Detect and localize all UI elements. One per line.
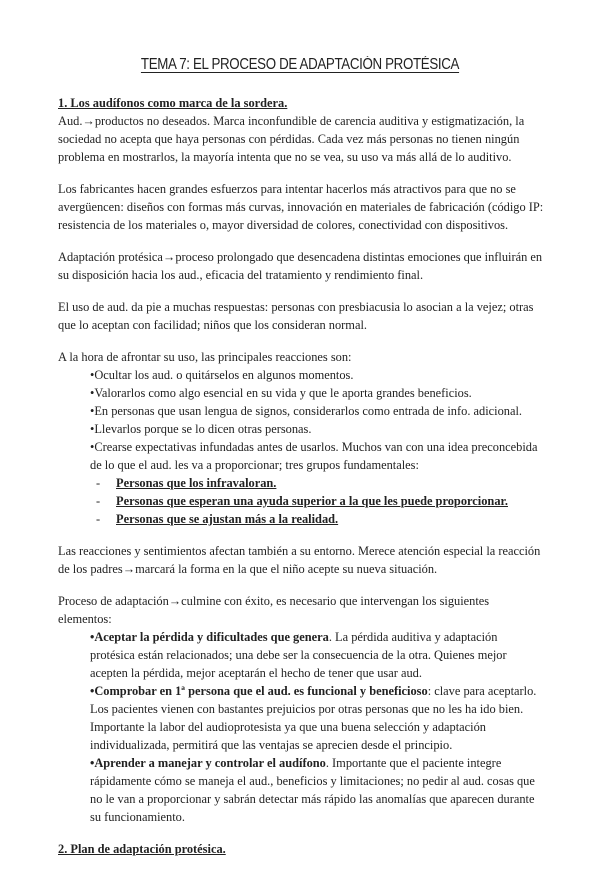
paragraph-1: Aud.→productos no deseados. Marca inconfundible de carencia auditiva y estigmatización, la sociedad no acepta que haya personas con pérdidas. Cada vez más personas no tienen ningún problema en mostrarlos, la mayoría intenta que no se vea, su uso va más allá de lo auditivo. [58,114,525,164]
element-text: . Importante que el paciente integre rápidamente cómo se maneja el aud., beneficios y limitaciones; no pedir al aud. cosas que no le van a proporcionar y sabrán detectar más rápido las anomalías que aparecen durante su funcionamiento. [90,756,535,824]
section-1-heading: 1. Los audífonos como marca de la sordera. [58,96,288,110]
group-item [96,510,544,528]
dash-marker: - [96,512,101,526]
group-label: Personas que esperan una ayuda superior a la que les puede proporcionar. [116,494,508,508]
group-label: Personas que se ajustan más a la realidad. [116,512,339,526]
document-body [58,94,544,872]
dash-marker: - [96,494,101,508]
paragraph-5: Las reacciones y sentimientos afectan también a su entorno. Merece atención especial la reacción de los padres→marcará la forma en la que el niño acepte su nueva situación. [58,544,541,576]
reaction-item: •Ocultar los aud. o quitárselos en algunos momentos. [90,368,354,382]
reaction-item: •Crearse expectativas infundadas antes de usarlos. Muchos van con una idea preconcebida de lo que el aud. les va a proporcionar; tres grupos fundamentales: [90,440,538,472]
dash-marker: - [96,476,101,490]
element-lead: •Aprender a manejar y controlar el audífono [90,756,326,770]
element-lead: •Comprobar en 1ª persona que el aud. es funcional y beneficioso [90,684,428,698]
paragraph-2: Los fabricantes hacen grandes esfuerzos para intentar hacerlos más atractivos para que no se avergüencen: diseños con formas más curvas, innovación en materiales de fabricación (código IP: resistencia de los materiales o, mayor diversidad de colores, conectividad con dispositivos. [58,182,544,232]
reaction-item: •En personas que usan lengua de signos, considerarlos como entrada de info. adicional. [90,404,523,418]
group-item [96,492,544,510]
process-element [90,628,544,682]
element-lead: •Aceptar la pérdida y dificultades que genera [90,630,329,644]
paragraph-3: Adaptación protésica→proceso prolongado que desencadena distintas emociones que influirán en su disposición hacia los aud., eficacia del tratamiento y rendimiento final. [58,250,543,282]
reaction-item: •Llevarlos porque se lo dicen otras personas. [90,422,312,436]
process-element [90,754,544,826]
reactions-intro: A la hora de afrontar su uso, las principales reacciones son: [58,350,352,364]
paragraph-4: El uso de aud. da pie a muchas respuestas: personas con presbiacusia lo asocian a la vejez; otras que lo aceptan con facilidad; niños que los consideran normal. [58,300,534,332]
section-2-heading: 2. Plan de adaptación protésica. [58,842,226,856]
process-intro: Proceso de adaptación→culmine con éxito, es necesario que intervengan los siguientes elementos: [58,594,490,626]
page-title: TEMA 7: EL PROCESO DE ADAPTACIÓN PROTÉSICA [140,56,460,73]
group-label: Personas que los infravaloran. [116,476,277,490]
group-item [96,474,544,492]
reaction-item: •Valorarlos como algo esencial en su vida y que le aporta grandes beneficios. [90,386,472,400]
element-text: . La pérdida auditiva y adaptación protésica están relacionados; una debe ser la consecuencia de la otra. Quienes mejor acepten la pérdida, mejor aceptarán el hecho de tener que usar aud. [90,630,507,680]
process-element [90,682,544,754]
element-text: : clave para aceptarlo. Los pacientes vienen con bastantes prejuicios por otras personas que no les ha ido bien. Importante la labor del audioprotesista ya que una buena selección y adaptación individualizada, permitirá que las ventajas se aprecien desde el principio. [90,684,537,752]
